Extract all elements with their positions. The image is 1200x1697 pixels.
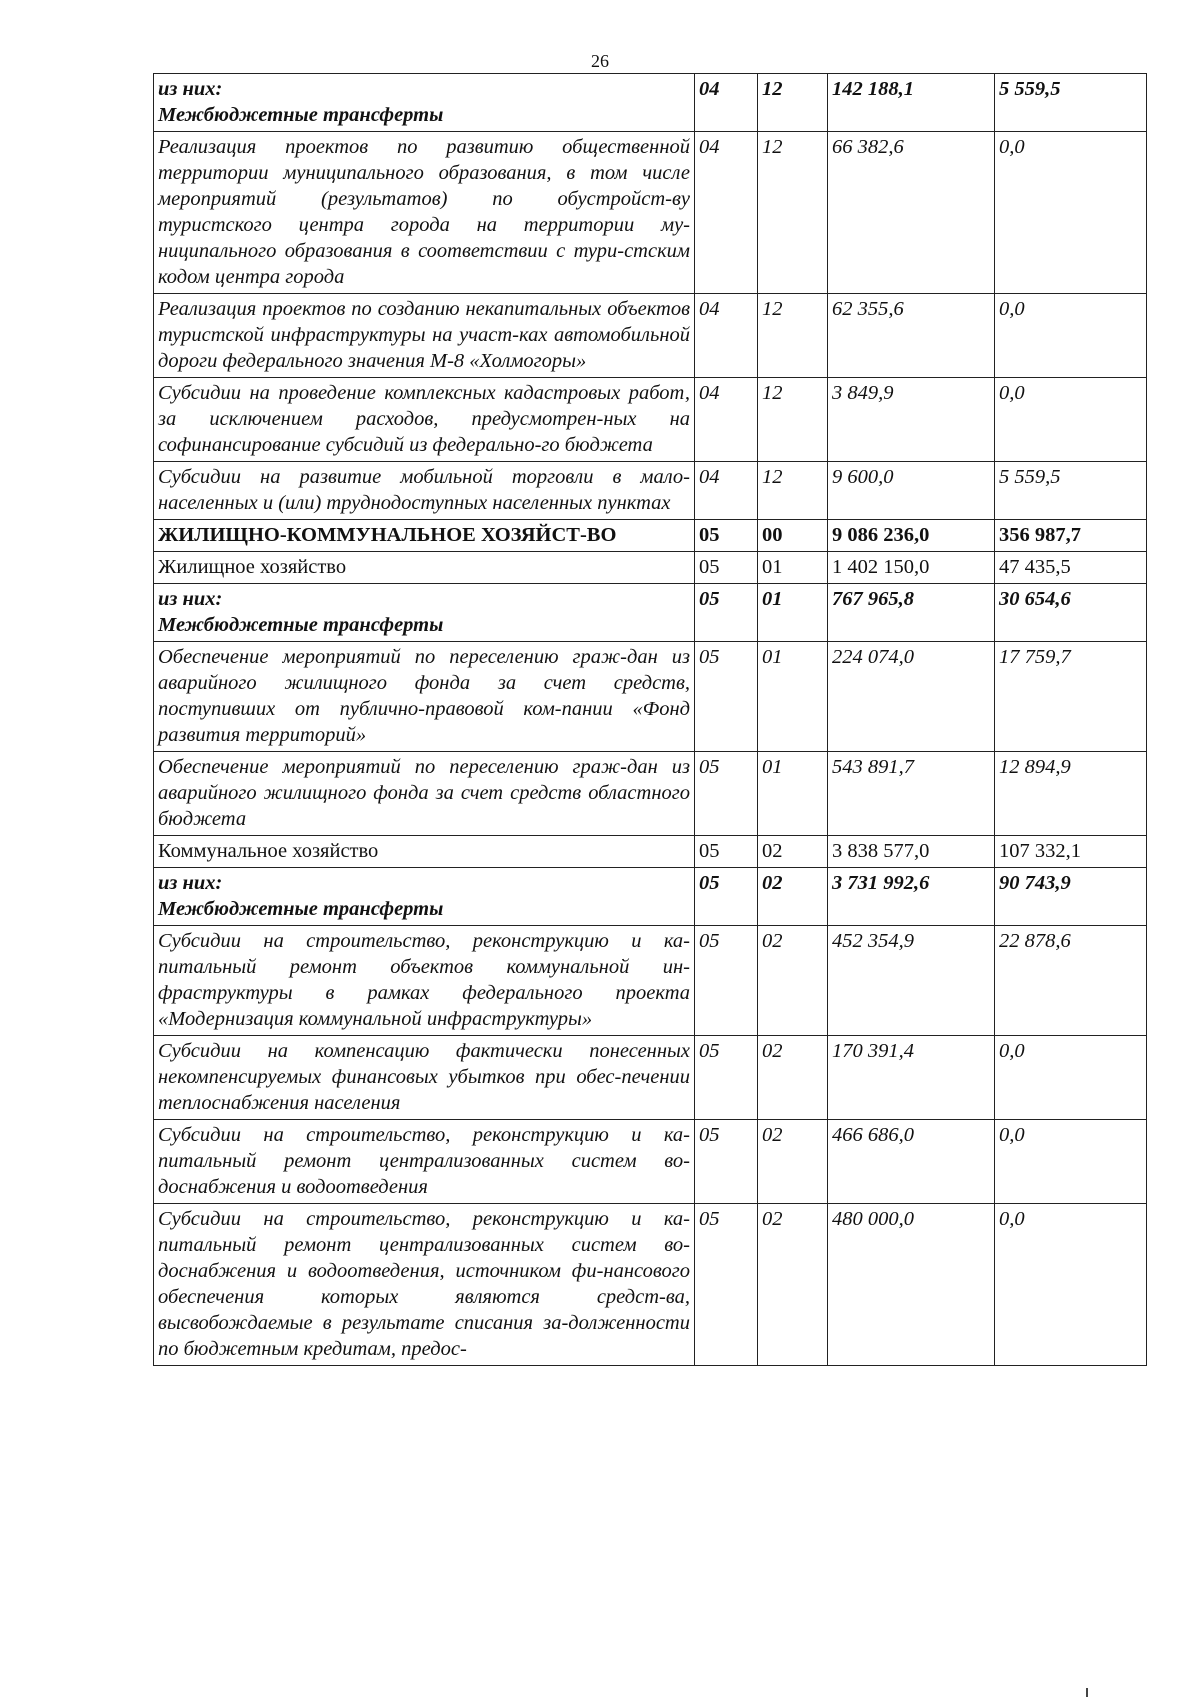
plan-amount-cell: 3 849,9 [828,378,995,462]
plan-amount-cell: 3 838 577,0 [828,836,995,868]
subsection-code-cell: 01 [758,642,828,752]
subsection-code-cell: 01 [758,752,828,836]
table-row [154,74,1147,132]
row-name-text: Субсидии на строительство, реконструкцию и ка-питальный ремонт централизованных систем во-доснабжения и водоотведения, источником фи-нансового обеспечения которых являются средст-ва, высвобождаемые в результате списания за-долженности по бюджетным кредитам, предос- [158,1208,690,1360]
table-row [154,868,1147,926]
table-row [154,378,1147,462]
section-code-cell: 05 [695,1120,758,1204]
row-name-text: Межбюджетные трансферты [158,104,444,126]
row-name-cell [154,1036,695,1120]
row-name-text: Коммунальное хозяйство [158,840,379,862]
table-row [154,294,1147,378]
table-row [154,1036,1147,1120]
section-code-cell: 04 [695,462,758,520]
executed-amount-cell: 22 878,6 [995,926,1147,1036]
row-name-cell [154,868,695,926]
row-name-text: Обеспечение мероприятий по переселению граж-дан из аварийного жилищного фонда за счет средств, поступивших от публично-правовой ком-пании «Фонд развития территорий» [158,646,690,746]
executed-amount-cell: 17 759,7 [995,642,1147,752]
plan-amount-cell: 9 600,0 [828,462,995,520]
section-code-cell: 05 [695,836,758,868]
subsection-code-cell: 02 [758,836,828,868]
plan-amount-cell: 170 391,4 [828,1036,995,1120]
row-name-text: Обеспечение мероприятий по переселению граж-дан из аварийного жилищного фонда за счет средств областного бюджета [158,756,690,830]
executed-amount-cell: 47 435,5 [995,552,1147,584]
section-code-cell: 04 [695,74,758,132]
row-name-text: Реализация проектов по созданию некапитальных объектов туристской инфраструктуры на участ-ках автомобильной дороги федерального значения М-8 «Холмогоры» [158,298,690,372]
row-name-cell [154,1204,695,1366]
executed-amount-cell: 12 894,9 [995,752,1147,836]
section-code-cell: 05 [695,752,758,836]
subsection-code-cell: 02 [758,1120,828,1204]
subsection-code-cell: 02 [758,1204,828,1366]
executed-amount-cell: 0,0 [995,132,1147,294]
scan-mark [1086,1688,1088,1697]
section-code-cell: 05 [695,520,758,552]
plan-amount-cell: 480 000,0 [828,1204,995,1366]
executed-amount-cell: 0,0 [995,378,1147,462]
section-code-cell: 04 [695,378,758,462]
row-name-text: Субсидии на проведение комплексных кадастровых работ, за исключением расходов, предусмотрен-ных на софинансирование субсидий из федерально-го бюджета [158,382,690,456]
subsection-code-cell: 12 [758,74,828,132]
plan-amount-cell: 142 188,1 [828,74,995,132]
row-name-cell [154,74,695,132]
section-code-cell: 05 [695,926,758,1036]
plan-amount-cell: 1 402 150,0 [828,552,995,584]
table-row [154,584,1147,642]
table-row [154,1204,1147,1366]
plan-amount-cell: 3 731 992,6 [828,868,995,926]
row-name-cell [154,584,695,642]
row-name-text: Субсидии на развитие мобильной торговли в мало-населенных и (или) труднодоступных населенных пунктах [158,466,690,514]
row-name-cell [154,642,695,752]
subsection-code-cell: 12 [758,462,828,520]
plan-amount-cell: 66 382,6 [828,132,995,294]
row-name-cell [154,752,695,836]
table-row [154,926,1147,1036]
table-row [154,520,1147,552]
executed-amount-cell: 30 654,6 [995,584,1147,642]
row-name-cell [154,552,695,584]
row-name-cell [154,294,695,378]
section-code-cell: 04 [695,132,758,294]
subsection-code-cell: 01 [758,552,828,584]
executed-amount-cell: 356 987,7 [995,520,1147,552]
section-code-cell: 05 [695,1204,758,1366]
subsection-code-cell: 12 [758,132,828,294]
row-name-text: из них: [158,78,223,100]
executed-amount-cell: 5 559,5 [995,74,1147,132]
row-name-text: Жилищное хозяйство [158,556,347,578]
table-row [154,642,1147,752]
row-name-text: из них: [158,872,223,894]
plan-amount-cell: 466 686,0 [828,1120,995,1204]
row-name-text: Межбюджетные трансферты [158,898,444,920]
budget-table-body [154,74,1147,1366]
table-row [154,462,1147,520]
row-name-cell [154,1120,695,1204]
plan-amount-cell: 767 965,8 [828,584,995,642]
row-name-cell [154,836,695,868]
subsection-code-cell: 02 [758,868,828,926]
plan-amount-cell: 224 074,0 [828,642,995,752]
row-name-cell [154,520,695,552]
row-name-text: Реализация проектов по развитию общественной территории муниципального образования, в том числе мероприятий (результатов) по обустройст-ву туристского центра города на территории му-ниципального образования в соответствии с тури-стским кодом центра города [158,136,690,288]
plan-amount-cell: 9 086 236,0 [828,520,995,552]
table-row [154,1120,1147,1204]
plan-amount-cell: 543 891,7 [828,752,995,836]
executed-amount-cell: 107 332,1 [995,836,1147,868]
executed-amount-cell: 5 559,5 [995,462,1147,520]
row-name-cell [154,926,695,1036]
table-row [154,552,1147,584]
plan-amount-cell: 452 354,9 [828,926,995,1036]
page-number: 26 [591,51,609,71]
row-name-text: из них: [158,588,223,610]
row-name-text: ЖИЛИЩНО-КОММУНАЛЬНОЕ ХОЗЯЙСТ-ВО [158,524,617,546]
table-row [154,132,1147,294]
section-code-cell: 05 [695,642,758,752]
row-name-text: Межбюджетные трансферты [158,614,444,636]
subsection-code-cell: 02 [758,1036,828,1120]
subsection-code-cell: 00 [758,520,828,552]
section-code-cell: 05 [695,1036,758,1120]
table-row [154,836,1147,868]
plan-amount-cell: 62 355,6 [828,294,995,378]
budget-table [153,73,1147,1366]
section-code-cell: 05 [695,868,758,926]
executed-amount-cell: 0,0 [995,1036,1147,1120]
executed-amount-cell: 0,0 [995,1120,1147,1204]
executed-amount-cell: 0,0 [995,294,1147,378]
section-code-cell: 04 [695,294,758,378]
subsection-code-cell: 12 [758,294,828,378]
row-name-cell [154,378,695,462]
executed-amount-cell: 0,0 [995,1204,1147,1366]
subsection-code-cell: 02 [758,926,828,1036]
subsection-code-cell: 12 [758,378,828,462]
row-name-text: Субсидии на строительство, реконструкцию и ка-питальный ремонт объектов коммунальной ин-фраструктуры в рамках федерального проекта «Модернизация коммунальной инфраструктуры» [158,930,690,1030]
subsection-code-cell: 01 [758,584,828,642]
section-code-cell: 05 [695,552,758,584]
executed-amount-cell: 90 743,9 [995,868,1147,926]
section-code-cell: 05 [695,584,758,642]
row-name-text: Субсидии на компенсацию фактически понесенных некомпенсируемых финансовых убытков при обес-печении теплоснабжения населения [158,1040,690,1114]
row-name-cell [154,132,695,294]
table-row [154,752,1147,836]
row-name-cell [154,462,695,520]
row-name-text: Субсидии на строительство, реконструкцию и ка-питальный ремонт централизованных систем во-доснабжения и водоотведения [158,1124,690,1198]
